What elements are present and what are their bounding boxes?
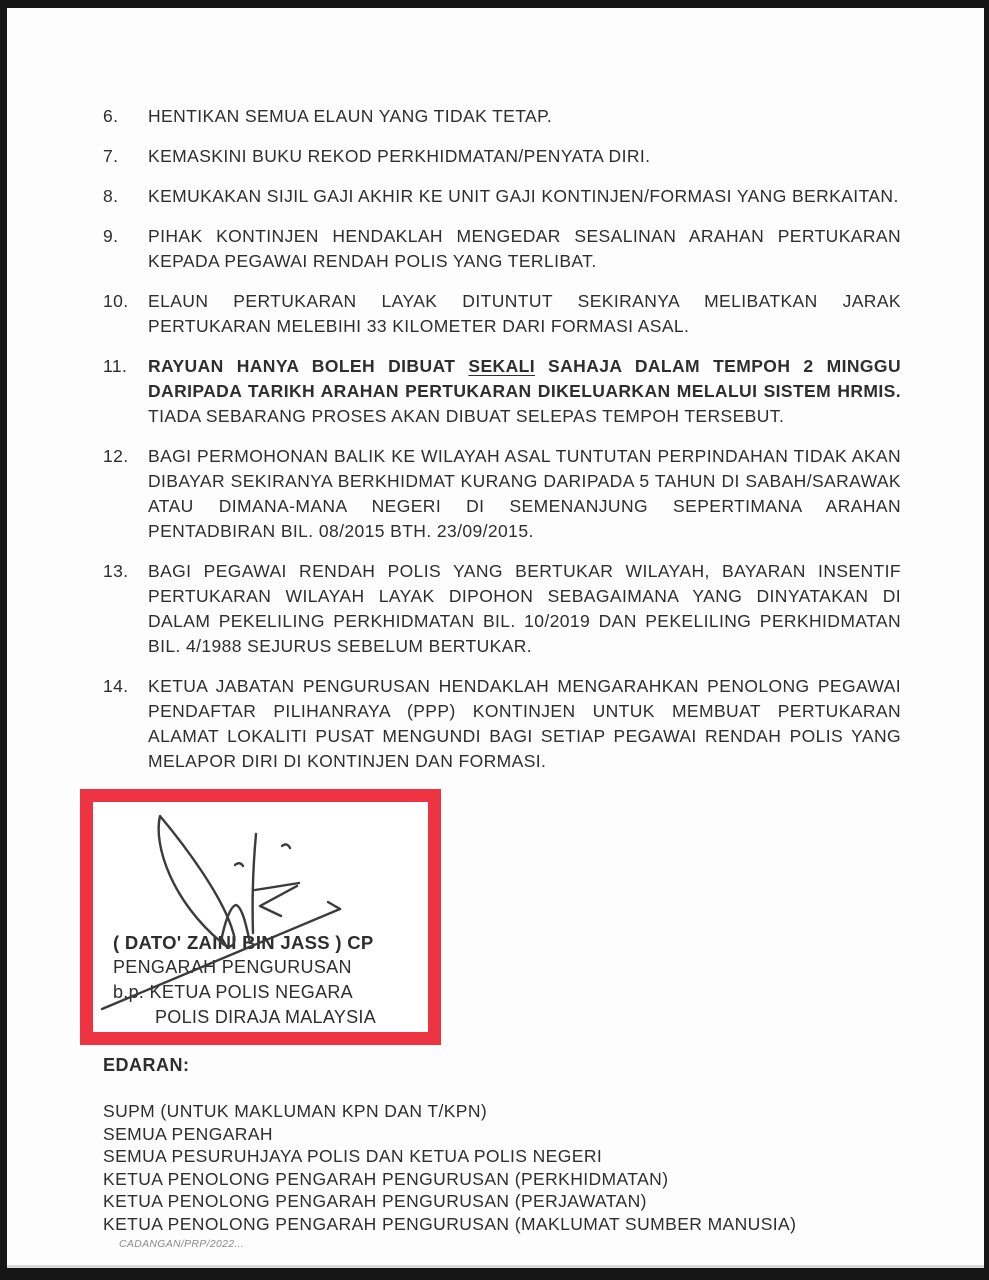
list-item	[103, 444, 901, 544]
item-text	[148, 354, 901, 429]
item-number: 14.	[103, 676, 129, 696]
signatory-on-behalf: b.p. KETUA POLIS NEGARA	[113, 982, 353, 1002]
item-number: 8.	[103, 186, 119, 206]
list-item	[103, 289, 901, 339]
item-number: 11.	[103, 356, 128, 376]
document-reference: CADANGAN/PRP/2022...	[119, 1238, 245, 1250]
item-text: KETUA JABATAN PENGURUSAN HENDAKLAH MENGARAHKAN PENOLONG PEGAWAI PENDAFTAR PILIHANRAYA (PPP) KONTINJEN UNTUK MEMBUAT PERTUKARAN ALAMAT LOKALITI PUSAT MENGUNDI BAGI SETIAP PEGAWAI RENDAH POLIS YANG MELAPOR DIRI DI KONTINJEN DAN FORMASI.	[148, 676, 901, 771]
signatory-title: PENGARAH PENGURUSAN	[113, 957, 352, 977]
item-number: 6.	[103, 106, 119, 126]
item-number: 10.	[103, 291, 129, 311]
item-text: PIHAK KONTINJEN HENDAKLAH MENGEDAR SESALINAN ARAHAN PERTUKARAN KEPADA PEGAWAI RENDAH POLIS YANG TERLIBAT.	[148, 226, 901, 271]
list-item	[103, 559, 901, 659]
signatory-name: ( DATO' ZAINI BIN JASS ) CP	[113, 932, 374, 953]
list-item	[103, 104, 901, 129]
list-item	[103, 674, 901, 774]
item-number: 7.	[103, 146, 119, 166]
item-number: 9.	[103, 226, 119, 246]
item-text-bold-segment: RAYUAN HANYA BOLEH DIBUAT	[148, 356, 469, 376]
distribution-recipient: SUPM (UNTUK MAKLUMAN KPN DAN T/KPN)	[103, 1101, 488, 1121]
list-item	[103, 144, 901, 169]
distribution-recipient: SEMUA PENGARAH	[103, 1123, 273, 1144]
document-page	[7, 8, 984, 1268]
signature-highlight-box	[80, 789, 441, 1045]
item-text-normal-segment: TIADA SEBARANG PROSES AKAN DIBUAT SELEPAS TEMPOH TERSEBUT.	[148, 406, 785, 426]
list-item	[103, 354, 901, 429]
signatory-organization: POLIS DIRAJA MALAYSIA	[155, 1007, 377, 1027]
distribution-recipient: SEMUA PESURUHJAYA POLIS DAN KETUA POLIS NEGERI	[103, 1146, 603, 1166]
item-text: KEMUKAKAN SIJIL GAJI AKHIR KE UNIT GAJI KONTINJEN/FORMASI YANG BERKAITAN.	[148, 186, 899, 206]
item-text: BAGI PEGAWAI RENDAH POLIS YANG BERTUKAR WILAYAH, BAYARAN INSENTIF PERTUKARAN WILAYAH LAYAK DIPOHON SEBAGAIMANA YANG DINYATAKAN DI DALAM PEKELILING PERKHIDMATAN BIL. 10/2019 DAN PEKELILING PERKHIDMATAN BIL. 4/1988 SEJURUS SEBELUM BERTUKAR.	[148, 561, 901, 656]
distribution-list	[103, 1100, 901, 1235]
distribution-recipient: KETUA PENOLONG PENGARAH PENGURUSAN (MAKLUMAT SUMBER MANUSIA)	[103, 1213, 797, 1234]
item-text: HENTIKAN SEMUA ELAUN YANG TIDAK TETAP.	[148, 106, 553, 126]
signatory-block	[113, 930, 376, 1030]
item-text-underlined-segment: SEKALI	[468, 356, 535, 376]
item-text: ELAUN PERTUKARAN LAYAK DITUNTUT SEKIRANYA MELIBATKAN JARAK PERTUKARAN MELEBIHI 33 KILOMETER DARI FORMASI ASAL.	[148, 291, 901, 336]
item-text: BAGI PERMOHONAN BALIK KE WILAYAH ASAL TUNTUTAN PERPINDAHAN TIDAK AKAN DIBAYAR SEKIRANYA BERKHIDMAT KURANG DARIPADA 5 TAHUN DI SABAH/SARAWAK ATAU DIMANA-MANA NEGERI DI SEMENANJUNG SEPERTIMANA ARAHAN PENTADBIRAN BIL. 08/2015 BTH. 23/09/2015.	[148, 446, 901, 541]
item-number: 13.	[103, 561, 129, 581]
list-item	[103, 184, 901, 209]
distribution-heading: EDARAN:	[103, 1055, 190, 1075]
item-text: KEMASKINI BUKU REKOD PERKHIDMATAN/PENYATA DIRI.	[148, 146, 651, 166]
document-content	[103, 104, 901, 1250]
distribution-recipient: KETUA PENOLONG PENGARAH PENGURUSAN (PERKHIDMATAN)	[103, 1168, 669, 1189]
list-item	[103, 224, 901, 274]
distribution-recipient: KETUA PENOLONG PENGARAH PENGURUSAN (PERJAWATAN)	[103, 1191, 647, 1211]
item-text-bold-segment: SAHAJA DALAM TEMPOH 2 MINGGU DARIPADA TARIKH ARAHAN PERTUKARAN DIKELUARKAN MELALUI SISTEM HRMIS.	[148, 356, 901, 401]
item-number: 12.	[103, 446, 129, 466]
